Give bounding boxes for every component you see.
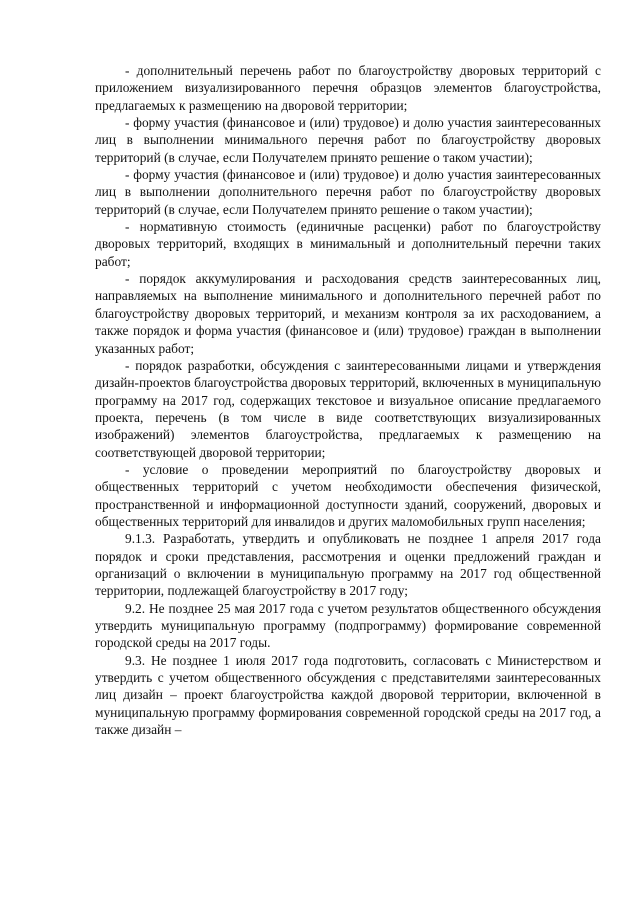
paragraph-participation-minimal: - форму участия (финансовое и (или) трудовое) и долю участия заинтересованных лиц в выполнении минимального перечня работ по благоустройству дворовых территорий (в случае, если Получателем принято решение о таком участии);: [95, 115, 601, 165]
paragraph-design-projects: - порядок разработки, обсуждения с заинтересованными лицами и утверждения дизайн-проектов благоустройства дворовых территорий, включенных в муниципальную программу на 2017 год, содержащих текстовое и визуальное описание предлагаемого проекта, перечень (в том числе в виде соответствующих визуализированных изображений) элементов благоустройства, предлагаемых к размещению на соответствующей дворовой территории;: [95, 357, 601, 460]
paragraph-9-3: 9.3. Не позднее 1 июля 2017 года подготовить, согласовать с Министерством и утвердить с учетом общественного обсуждения с представителями заинтересованных лиц дизайн – проект благоустройства каждой дворовой территории, включенной в муниципальную программу формирования современной городской среды на 2017 год, а также дизайн –: [95, 652, 601, 738]
paragraph-funds-accumulation: - порядок аккумулирования и расходования средств заинтересованных лиц, направляемых на выполнение минимального и дополнительного перечней работ по благоустройству дворовых территорий, и механизм контроля за их расходованием, а также порядок и форма участия (финансовое и (или) трудовое) граждан в выполнении указанных работ;: [95, 271, 601, 356]
paragraph-normative-cost: - нормативную стоимость (единичные расценки) работ по благоустройству дворовых территорий, входящих в минимальный и дополнительный перечни таких работ;: [95, 219, 601, 269]
paragraph-participation-additional: - форму участия (финансовое и (или) трудовое) и долю участия заинтересованных лиц в выполнении дополнительного перечня работ по благоустройству дворовых территорий (в случае, если Получателем принято решение о таком участии);: [95, 167, 601, 217]
paragraph-9-1-3: 9.1.3. Разработать, утвердить и опубликовать не позднее 1 апреля 2017 года порядок и сроки представления, рассмотрения и оценки предложений граждан и организаций о включении в муниципальную программу на 2017 год общественной территории, подлежащей благоустройству в 2017 году;: [95, 531, 601, 599]
paragraph-additional-works-list: - дополнительный перечень работ по благоустройству дворовых территорий с приложением визуализированного перечня образцов элементов благоустройства, предлагаемых к размещению на дворовой территории;: [95, 63, 601, 113]
paragraph-9-2: 9.2. Не позднее 25 мая 2017 года с учетом результатов общественного обсуждения утвердить муниципальную программу (подпрограмму) формирование современной городской среды на 2017 годы.: [95, 600, 601, 651]
document-body: [95, 62, 601, 738]
paragraph-accessibility: - условие о проведении мероприятий по благоустройству дворовых и общественных территорий с учетом необходимости обеспечения физической, пространственной и информационной доступности зданий, сооружений, дворовых и общественных территорий для инвалидов и других маломобильных групп населения;: [95, 461, 601, 529]
